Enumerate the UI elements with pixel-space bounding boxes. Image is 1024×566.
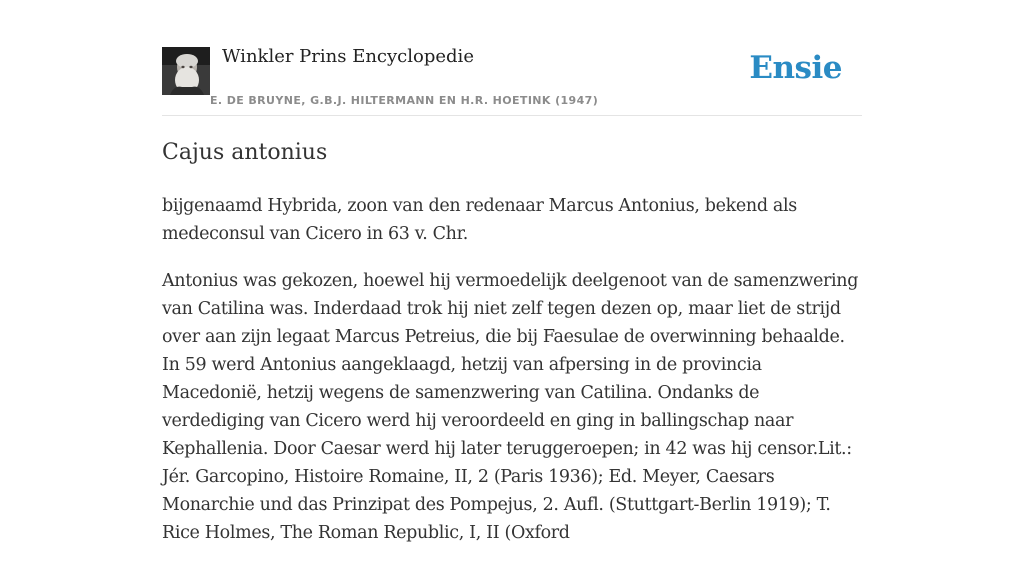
paragraph: bijgenaamd Hybrida, zoon van den redenaar Marcus Antonius, bekend als medeconsul van Cicero in 63 v. Chr.	[162, 196, 797, 244]
portrait-avatar-icon[interactable]	[162, 47, 210, 95]
source-authors: E. DE BRUYNE, G.B.J. HILTERMANN EN H.R. HOETINK (1947)	[210, 94, 599, 107]
source-header	[162, 0, 862, 116]
entry-body	[162, 192, 862, 566]
source-title[interactable]: Winkler Prins Encyclopedie	[222, 46, 474, 67]
paragraph: Antonius was gekozen, hoewel hij vermoedelijk deelgenoot van de samenzwering van Catilina was. Inderdaad trok hij niet zelf tegen dezen op, maar liet de strijd over aan zijn legaat Marcus Petreius, die bij Faesulae de overwinning behaalde. In 59 werd Antonius aangeklaagd, hetzij van afpersing in de provincia Macedonië, hetzij wegens de samenzwering van Catilina. Ondanks de verdediging van Cicero werd hij veroordeeld en ging in ballingschap naar Kephallenia. Door Caesar werd hij later teruggeroepen; in 42 was hij censor.Lit.: Jér. Garcopino, Histoire Romaine, II, 2 (Paris 1936); Ed. Meyer, Caesars Monarchie und das Prinzipat des Pompejus, 2. Aufl. (Stuttgart-Berlin 1919); T. Rice Holmes, The Roman Republic, I, II (Oxford	[162, 271, 859, 543]
entry-title: Cajus antonius	[162, 140, 328, 165]
page-container	[162, 0, 862, 543]
ensie-logo-link[interactable]: Ensie	[749, 50, 842, 86]
